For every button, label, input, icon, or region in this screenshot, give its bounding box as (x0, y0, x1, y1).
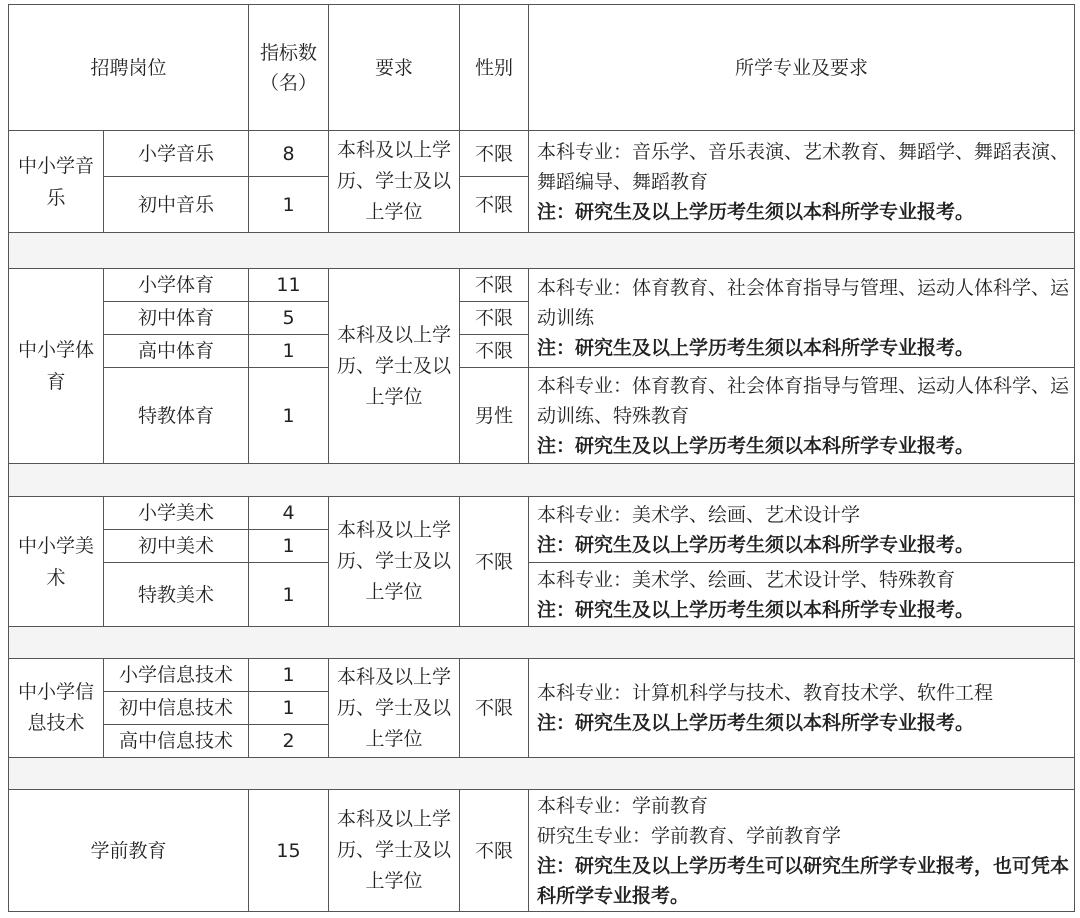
table-row (9, 659, 1075, 692)
gender-cell: 不限 (460, 131, 529, 177)
major-text: 本科专业：美术学、绘画、艺术设计学、特殊教育 (537, 568, 956, 591)
requirement-cell: 本科及以上学历、学士及以上学位 (329, 269, 460, 464)
separator-row (9, 758, 1075, 790)
gender-cell: 不限 (460, 335, 529, 368)
count-cell: 1 (249, 530, 329, 563)
major-cell (529, 659, 1075, 758)
post-cell-preschool: 学前教育 (9, 790, 249, 912)
gender-cell: 不限 (460, 497, 529, 627)
count-cell: 1 (249, 659, 329, 692)
major-cell (529, 368, 1075, 464)
count-cell: 1 (249, 563, 329, 627)
header-major: 所学专业及要求 (529, 5, 1075, 131)
post-cell: 小学音乐 (104, 131, 249, 177)
group-art: 中小学美术 (9, 497, 104, 627)
table-row (9, 497, 1075, 530)
group-it: 中小学信息技术 (9, 659, 104, 758)
table-row (9, 368, 1075, 464)
count-cell: 1 (249, 692, 329, 725)
post-cell: 初中美术 (104, 530, 249, 563)
requirement-cell: 本科及以上学历、学士及以上学位 (329, 497, 460, 627)
major-text: 本科专业：体育教育、社会体育指导与管理、运动人体科学、运动训练 (537, 277, 1070, 329)
post-cell: 小学体育 (104, 269, 249, 302)
header-gender: 性别 (460, 5, 529, 131)
post-cell: 高中信息技术 (104, 725, 249, 758)
major-note: 注：研究生及以上学历考生须以本科所学专业报考。 (537, 200, 975, 223)
major-text: 本科专业：音乐学、音乐表演、艺术教育、舞蹈学、舞蹈表演、舞蹈编导、舞蹈教育 (537, 140, 1070, 193)
count-cell: 2 (249, 725, 329, 758)
major-note: 注：研究生及以上学历考生可以研究生所学专业报考，也可凭本科所学专业报考。 (537, 854, 1070, 907)
count-cell: 1 (249, 368, 329, 464)
major-text: 本科专业：学前教育 (537, 794, 709, 817)
major-note: 注：研究生及以上学历考生须以本科所学专业报考。 (537, 434, 975, 457)
count-cell: 11 (249, 269, 329, 302)
count-cell: 5 (249, 302, 329, 335)
header-count: 指标数（名） (249, 5, 329, 131)
gender-cell: 不限 (460, 790, 529, 912)
major-text: 本科专业：计算机科学与技术、教育技术学、软件工程 (537, 682, 994, 704)
recruitment-table (8, 4, 1075, 912)
count-cell: 4 (249, 497, 329, 530)
separator-cell (9, 758, 1075, 790)
post-cell: 小学美术 (104, 497, 249, 530)
gender-cell: 不限 (460, 659, 529, 758)
table-row (9, 790, 1075, 912)
major-cell (529, 790, 1075, 912)
gender-cell: 不限 (460, 269, 529, 302)
major-cell (529, 269, 1075, 368)
post-cell: 高中体育 (104, 335, 249, 368)
group-music: 中小学音乐 (9, 131, 104, 233)
table-row (9, 131, 1075, 177)
header-row (9, 5, 1075, 131)
post-cell: 初中音乐 (104, 177, 249, 233)
separator-row (9, 233, 1075, 269)
post-cell: 初中信息技术 (104, 692, 249, 725)
count-cell: 1 (249, 335, 329, 368)
gender-cell: 不限 (460, 302, 529, 335)
major-note: 注：研究生及以上学历考生须以本科所学专业报考。 (537, 712, 975, 734)
header-requirement: 要求 (329, 5, 460, 131)
major-cell (529, 563, 1075, 627)
requirement-cell: 本科及以上学历、学士及以上学位 (329, 131, 460, 233)
separator-row (9, 627, 1075, 659)
requirement-cell: 本科及以上学历、学士及以上学位 (329, 659, 460, 758)
gender-cell: 不限 (460, 177, 529, 233)
separator-cell (9, 464, 1075, 497)
post-cell: 初中体育 (104, 302, 249, 335)
group-pe: 中小学体育 (9, 269, 104, 464)
post-cell: 特教美术 (104, 563, 249, 627)
major-cell (529, 497, 1075, 563)
separator-cell (9, 233, 1075, 269)
count-cell: 15 (249, 790, 329, 912)
major-note: 注：研究生及以上学历考生须以本科所学专业报考。 (537, 337, 975, 359)
major-text: 本科专业：体育教育、社会体育指导与管理、运动人体科学、运动训练、特殊教育 (537, 374, 1070, 427)
major-note: 注：研究生及以上学历考生须以本科所学专业报考。 (537, 598, 975, 621)
post-cell: 小学信息技术 (104, 659, 249, 692)
count-cell: 1 (249, 177, 329, 233)
table-row (9, 269, 1075, 302)
major-text-postgrad: 研究生专业：学前教育、学前教育学 (537, 824, 842, 847)
major-note: 注：研究生及以上学历考生须以本科所学专业报考。 (537, 533, 975, 556)
major-cell (529, 131, 1075, 233)
header-position: 招聘岗位 (9, 5, 249, 131)
separator-row (9, 464, 1075, 497)
requirement-cell: 本科及以上学历、学士及以上学位 (329, 790, 460, 912)
table-row (9, 563, 1075, 627)
major-text: 本科专业：美术学、绘画、艺术设计学 (537, 503, 861, 526)
separator-cell (9, 627, 1075, 659)
count-cell: 8 (249, 131, 329, 177)
gender-cell: 男性 (460, 368, 529, 464)
post-cell: 特教体育 (104, 368, 249, 464)
